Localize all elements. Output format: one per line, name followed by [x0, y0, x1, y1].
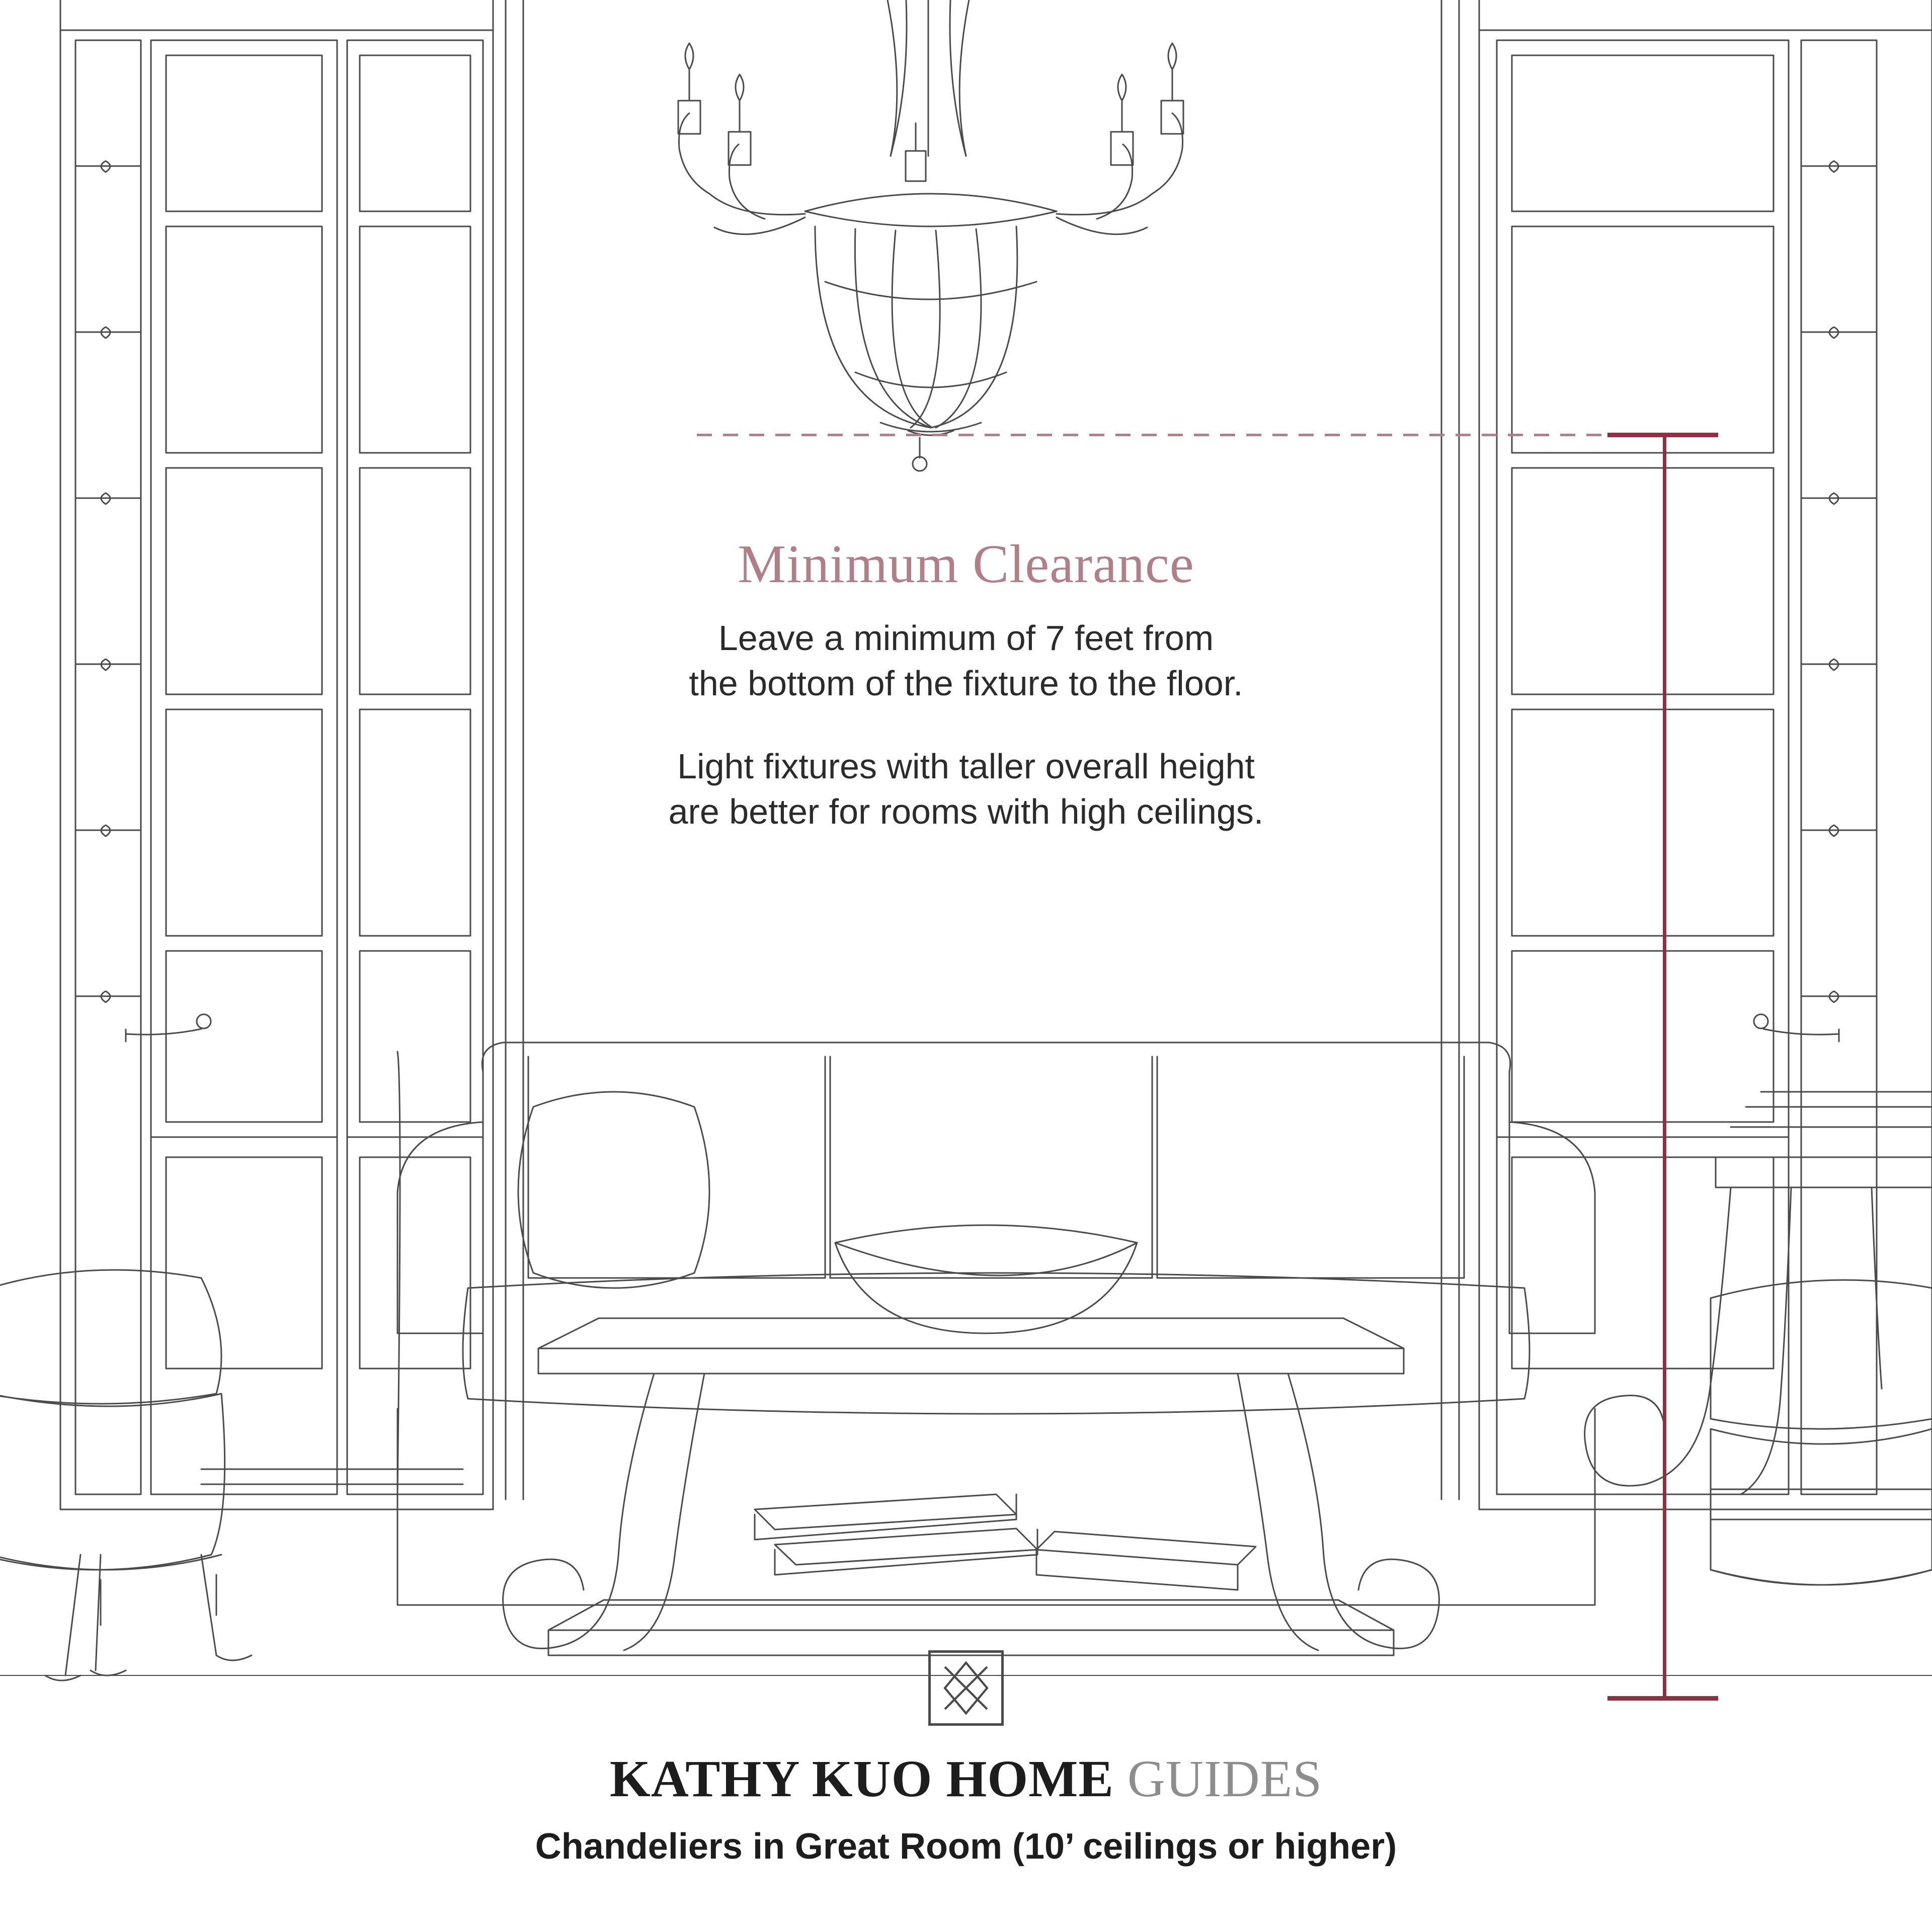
- annotation-text-block: [483, 533, 1449, 834]
- annotation-paragraph-1-line-1: Leave a minimum of 7 feet from: [718, 618, 1214, 658]
- measurement-stem: [1663, 433, 1666, 1701]
- french-doors-left: [60, 0, 493, 1509]
- clearance-dashed-line: [697, 434, 1623, 436]
- annotation-paragraph-1-line-2: the bottom of the fixture to the floor.: [689, 663, 1243, 703]
- brand-primary: KATHY KUO HOME: [609, 1750, 1114, 1808]
- annotation-headline: Minimum Clearance: [738, 534, 1194, 594]
- footer: [0, 1650, 1932, 1867]
- brand-wordmark: [0, 1749, 1932, 1809]
- coffee-table: [503, 1225, 1439, 1655]
- brand-secondary: GUIDES: [1127, 1750, 1323, 1808]
- clearance-measurement-bar: [1607, 433, 1718, 1701]
- armchair: [0, 1270, 463, 1680]
- footer-caption: Chandeliers in Great Room (10’ ceilings or higher): [535, 1826, 1397, 1867]
- annotation-paragraph-2-line-1: Light fixtures with taller overall height: [677, 747, 1255, 786]
- monogram-glyph-icon: [931, 1653, 1001, 1723]
- kathy-kuo-home-monogram-icon: [928, 1650, 1004, 1726]
- chandelier: [678, 0, 1183, 471]
- annotation-paragraph-2-line-2: are better for rooms with high ceilings.: [668, 791, 1264, 831]
